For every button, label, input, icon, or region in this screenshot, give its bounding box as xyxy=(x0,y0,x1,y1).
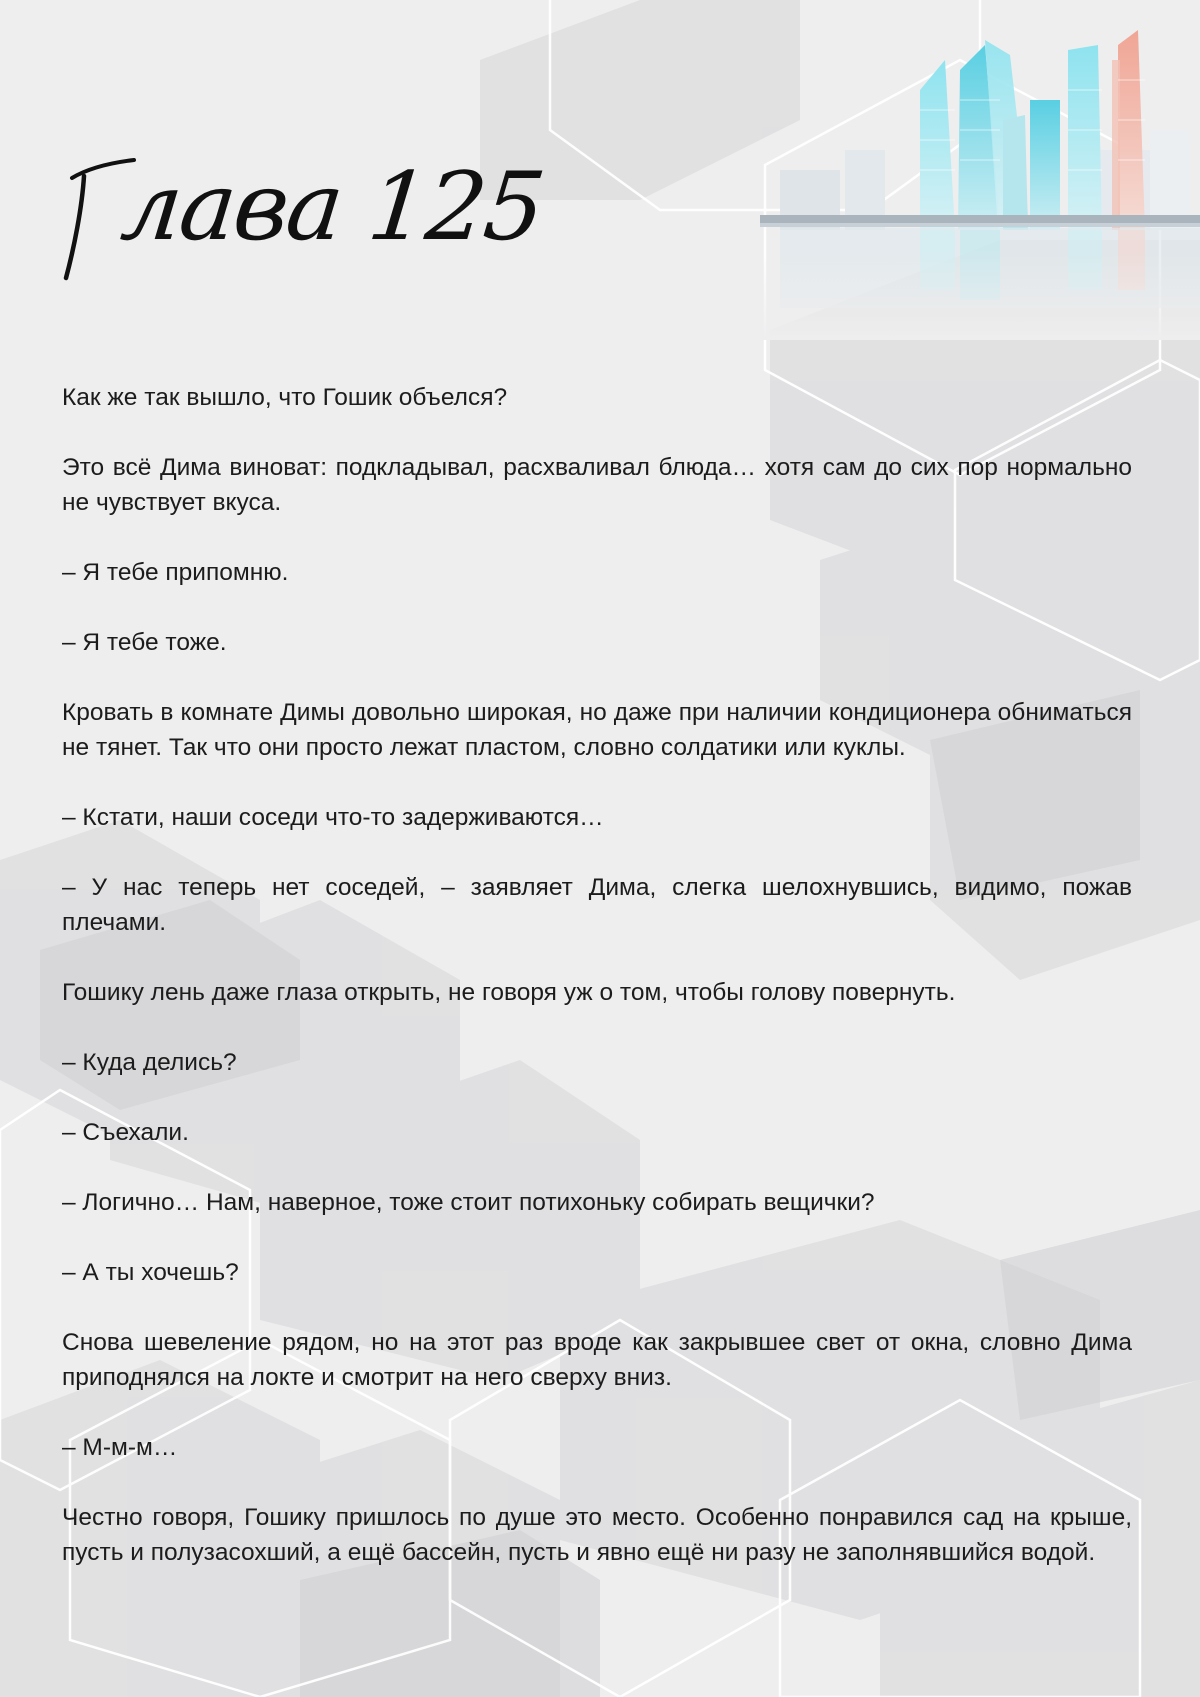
chapter-title-text xyxy=(56,148,549,268)
paragraph: Снова шевеление рядом, но на этот раз вроде как закрывшее свет от окна, словно Дима приподнялся на локте и смотрит на него сверху вниз. xyxy=(62,1329,1132,1391)
paragraph: Гошику лень даже глаза открыть, не говоря уж о том, чтобы голову повернуть. xyxy=(62,979,956,1006)
chapter-title-rest: лава 125 xyxy=(116,153,548,262)
paragraph: – У нас теперь нет соседей, – заявляет Дима, слегка шелохнувшись, видимо, пожав плечами. xyxy=(62,874,1132,936)
paragraph: – М-м-м… xyxy=(62,1434,178,1461)
paragraph: – А ты хочешь? xyxy=(62,1259,239,1286)
paragraph: Это всё Дима виноват: подкладывал, расхваливал блюда… хотя сам до сих пор нормально не чувствует вкуса. xyxy=(62,454,1132,516)
paragraph: Кровать в комнате Димы довольно широкая, но даже при наличии кондиционера обниматься не тянет. Так что они просто лежат пластом, словно солдатики или куклы. xyxy=(62,699,1132,761)
paragraph: – Съехали. xyxy=(62,1119,189,1146)
paragraph: – Я тебе припомню. xyxy=(62,559,289,586)
chapter-body xyxy=(62,380,1132,1605)
chapter-title xyxy=(62,148,582,288)
paragraph: Как же так вышло, что Гошик объелся? xyxy=(62,384,508,411)
paragraph: – Я тебе тоже. xyxy=(62,629,227,656)
paragraph: Честно говоря, Гошику пришлось по душе это место. Особенно понравился сад на крыше, пусть и полузасохший, а ещё бассейн, пусть и явно ещё ни разу не заполнявшийся водой. xyxy=(62,1504,1132,1566)
paragraph: – Кстати, наши соседи что-то задерживаются… xyxy=(62,804,604,831)
city-skyline-image xyxy=(760,30,1200,340)
paragraph: – Логично… Нам, наверное, тоже стоит потихоньку собирать вещички? xyxy=(62,1189,875,1216)
paragraph: – Куда делись? xyxy=(62,1049,237,1076)
